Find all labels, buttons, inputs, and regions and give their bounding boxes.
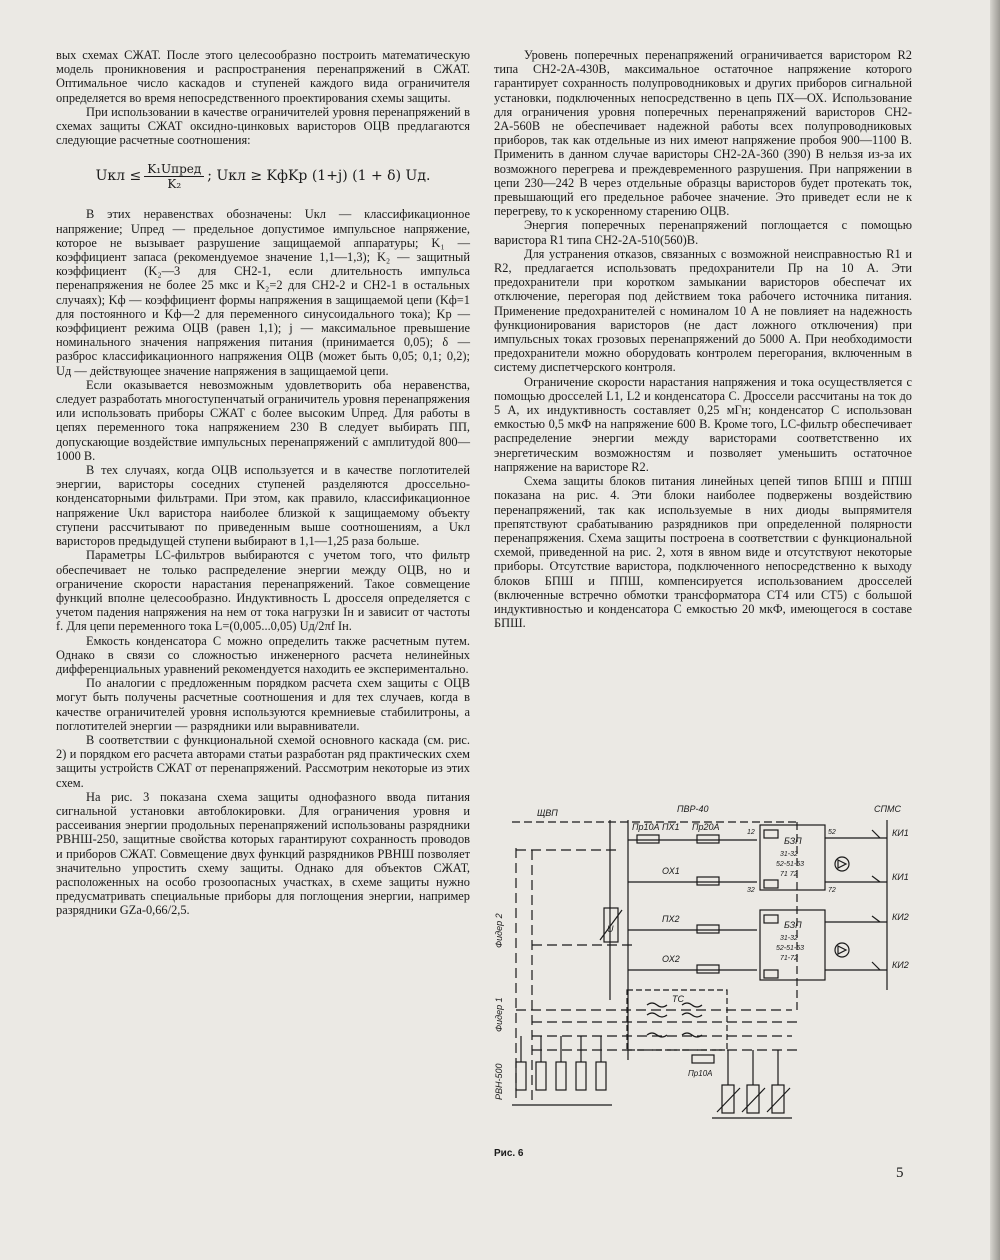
label-rvn: РВН-500 (494, 1063, 504, 1100)
label-ts: ТС (672, 994, 684, 1004)
formula (56, 155, 470, 197)
label-pr10a-bottom: Пр10А (688, 1069, 713, 1078)
figure-caption: Рис. 6 (494, 1148, 524, 1159)
label-bzp1-pins3: 71 72 (780, 871, 798, 878)
label-px1: ПХ1 (662, 822, 680, 832)
paragraph: Емкость конденсатора C можно определить также расчетным путем. Однако в связи со сложностью инженерного расчета нелинейных дифференциальных уравнений рекомендуется находить ее экспериментально. (56, 633, 470, 676)
label-ki1b: КИ1 (892, 872, 909, 882)
paragraph: На рис. 3 показана схема защиты однофазного ввода питания сигнальной установки автоблокировки. Для ограничения уровня и рассеивания энергии продольных перенапряжений использованы разрядники РВНШ-250, защитные свойства которых гарантируют сохранность проводов и приборов СЖАТ. Совмещение двух функций разрядников РВНШ позволяет значительно упростить схему защиты. Однако для объектов СЖАТ, расположенных на особо грозоопасных участках, в схеме защиты нужно предусматривать специальные приборы для поглощения энергии, например разрядники GZa-0,66/2,5. (56, 789, 470, 918)
label-fider2: Фидер 2 (494, 913, 504, 948)
label-bzp2-pins2: 52-51-53 (776, 945, 805, 952)
label-n52: 52 (828, 829, 836, 836)
label-ox1: ОХ1 (662, 866, 680, 876)
left-column (56, 48, 470, 918)
paragraph: При использовании в качестве ограничителей уровня перенапряжений в схемах защиты СЖАТ оксидно-цинковых варисторов ОЦВ предлагаются следующие расчетные соотношения: (56, 104, 470, 148)
paragraph: Ограничение скорости нарастания напряжения и тока осуществляется с помощью дросселей L1, L2 и конденсатора C. Дроссели рассчитаны на ток до 5 А, их индуктивность составляет 0,25 мГн; конденсатор C использован емкостью 0,5 мкФ на напряжение 600 В. Кроме того, LC-фильтр обеспечивает распределение энергии между варисторами соответственно их энергетическим возможностям и позволяет уменьшить остаточное напряжение на варисторе R2. (494, 374, 912, 474)
paragraph: Энергия поперечных перенапряжений поглощается с помощью варистора R1 типа СН2-2А-510(560)В. (494, 218, 912, 247)
paragraph: В тех случаях, когда ОЦВ используется и в качестве поглотителей энергии, варисторы соседних ступеней разделяются дроссельно-конденсаторными фильтрами. При этом, как правило, классификационное напряжение Uкл варистора наиболее близкой к защищаемому объекту ступени рассчитывают по приведенным выше соотношениям, а Uкл варисторов предыдущей ступени выбирают в 1,1—1,25 раза больше. (56, 463, 470, 549)
label-u: U (607, 924, 614, 934)
paragraph: Уровень поперечных перенапряжений ограничивается варистором R2 типа СН2-2А-430В, максимальное остаточное напряжение которого гарантирует сохранность полупроводниковых и других приборов сигнальной установки, подключенных непосредственно в цепь ПХ—ОХ. Использование для ограничения уровня поперечных перенапряжений варисторов СН2-2А-560В не обеспечивает надежной работы всех полупроводниковых приборов, так как отдельные из них имеют напряжение пробоя 900—1100 В. Применить в данном случае варисторы СН2-2А-360 (390) В нельзя из-за их возможного перегрева и преждевременного разрушения. При напряжении в цепи 230—242 В через отдельные образцы варисторов будет протекать ток, превышающий его предельное рабочее значение. Это приведет если не к перегреву, то к ускоренному старению ОЦВ. (494, 48, 912, 219)
label-px2: ПХ2 (662, 914, 680, 924)
label-n12: 12 (747, 829, 755, 836)
label-pr20a: Пр20А (692, 822, 720, 832)
label-bzp1: БЗП (784, 836, 802, 846)
label-bzp1-pins2: 52-51-53 (776, 861, 805, 868)
label-fider1: Фидер 1 (494, 997, 504, 1032)
label-tsvp: ЩВП (537, 808, 558, 818)
label-ox2: ОХ2 (662, 954, 680, 964)
label-pvr: ПВР-40 (677, 804, 709, 814)
paragraph: В соответствии с функциональной схемой основного каскада (см. рис. 2) и порядком его расчета авторами статьи разработан ряд практических схем защиты устройств СЖАТ от перенапряжений. Рассмотрим некоторые из этих схем. (56, 732, 470, 790)
page-number: 5 (896, 1165, 904, 1181)
formula-right: ; Uкл ≥ KфKр (1+j) (1 + δ) Uд. (207, 168, 431, 185)
label-bzp2: БЗП (784, 920, 802, 930)
formula-numerator: K₁Uпред (144, 162, 204, 177)
label-bzp2-pins1: 31-32 (780, 935, 798, 942)
paragraph: Для устранения отказов, связанных с возможной неисправностью R1 и R2, предлагается использовать предохранители Пр на 10 А. Эти предохранители при коротком замыкании варисторов обеспечат их отключение, перегорая под действием тока рабочего источника питания. Применение предохранителей с номиналом 10 А не повлияет на надежность функционирования варисторов (не даст ложного отключения) при импульсных токах грозовых перенапряжений до 5000 А. При необходимости предохранители можно оборудовать контролем перегорания, включенным в систему диспетчерского контроля. (494, 246, 912, 375)
label-bzp2-pins3: 71-72 (780, 955, 798, 962)
page-edge-shadow (990, 0, 1000, 1260)
label-n72: 72 (828, 887, 836, 894)
circuit-diagram (492, 800, 922, 1140)
label-bzp1-pins1: 31-32 (780, 851, 798, 858)
label-pr10a: Пр10А (632, 822, 660, 832)
paragraph: Если оказывается невозможным удовлетворить оба неравенства, следует разработать многоступенчатый ограничитель уровня перенапряжения или использовать приборы СЖАТ с более высоким Uпред. Для работы в цепях переменного тока напряжением 230 В следует выбирать ПП, допускающие воздействие импульсных перенапряжений с амплитудой 800—1000 В. (56, 377, 470, 463)
formula-fraction (144, 162, 204, 191)
label-ki2b: КИ2 (892, 960, 909, 970)
formula-denominator: K₂ (167, 176, 182, 191)
label-n32: 32 (747, 887, 755, 894)
paragraph: Схема защиты блоков питания линейных цепей типов БПШ и ППШ показана на рис. 4. Эти блоки наиболее подвержены воздействию перенапряжений, так как используемые в них диоды выпрямителя препятствуют срабатыванию разрядников при определенной полярности перенапряжения. Схема защиты построена в соответствии с функциональной схемой, приведенной на рис. 2, хотя в явном виде и отсутствуют некоторые приборы. Отсутствие варистора, подключенного непосредственно к выходу блоков БПШ и ППШ, компенсируется использованием дросселей (включенные встречно обмотки трансформатора СТ4 или СТ5) с большой индуктивностью и конденсатора C емкостью 20 мкФ, имеющегося в составе БПШ. (494, 474, 912, 631)
paragraph: Параметры LC-фильтров выбираются с учетом того, что фильтр обеспечивает не только распределение энергии между ОЦВ, но и ограничение скорости нарастания перенапряжений. Такое совмещение функций вполне целесообразно. Индуктивность L дросселя определяется с учетом падения напряжения на нем от тока нагрузки Iн и зависит от частоты f. Для цепи переменного тока L=(0,005...0,05) Uд/2πf Iн. (56, 548, 470, 634)
label-ki1a: КИ1 (892, 828, 909, 838)
label-ki2a: КИ2 (892, 912, 909, 922)
paragraph: вых схемах СЖАТ. После этого целесообразно построить математическую модель проникновения и распространения перенапряжений в СЖАТ. Оптимальное число каскадов и ступеней каждого вида ограничителя определяется во время непосредственного проектирования схемы защиты. (56, 48, 470, 105)
label-spms: СПМС (874, 804, 902, 814)
paragraph: По аналогии с предложенным порядком расчета схем защиты с ОЦВ могут быть получены расчетные соотношения и для тех случаев, когда в качестве ограничителей уровня используются кремниевые стабилитроны, а поглотителей энергии — разрядники или выравниватели. (56, 676, 470, 733)
formula-left: Uкл ≤ (95, 168, 142, 185)
right-column (494, 48, 912, 630)
paragraph: В этих неравенствах обозначены: Uкл — классификационное напряжение; Uпред — предельное допустимое импульсное напряжение, которое не вызывает разрушение защищаемой аппаратуры; K₁ — коэффициент запаса (рекомендуемое значение 1,1—1,3); K₂ — защитный коэффициент (K₂—3 для СН2-1, если длительность импульса перенапряжения не более 25 мкс и K₂=2 для СН2-2 и СН2-1 в остальных случаях); Kф — коэффициент формы напряжения в защищаемой цепи (Kф=1 для постоянного и Kф—2 для переменного синусоидального тока); Kр — коэффициент режима ОЦВ (равен 1,1); j — максимальное превышение номинального значения напряжения питания (принимается 0,05); δ — разброс классификационного напряжения ОЦВ (может быть 0,05; 0,1; 0,2); Uд — действующее значение напряжения в защищаемой цепи. (56, 207, 470, 378)
